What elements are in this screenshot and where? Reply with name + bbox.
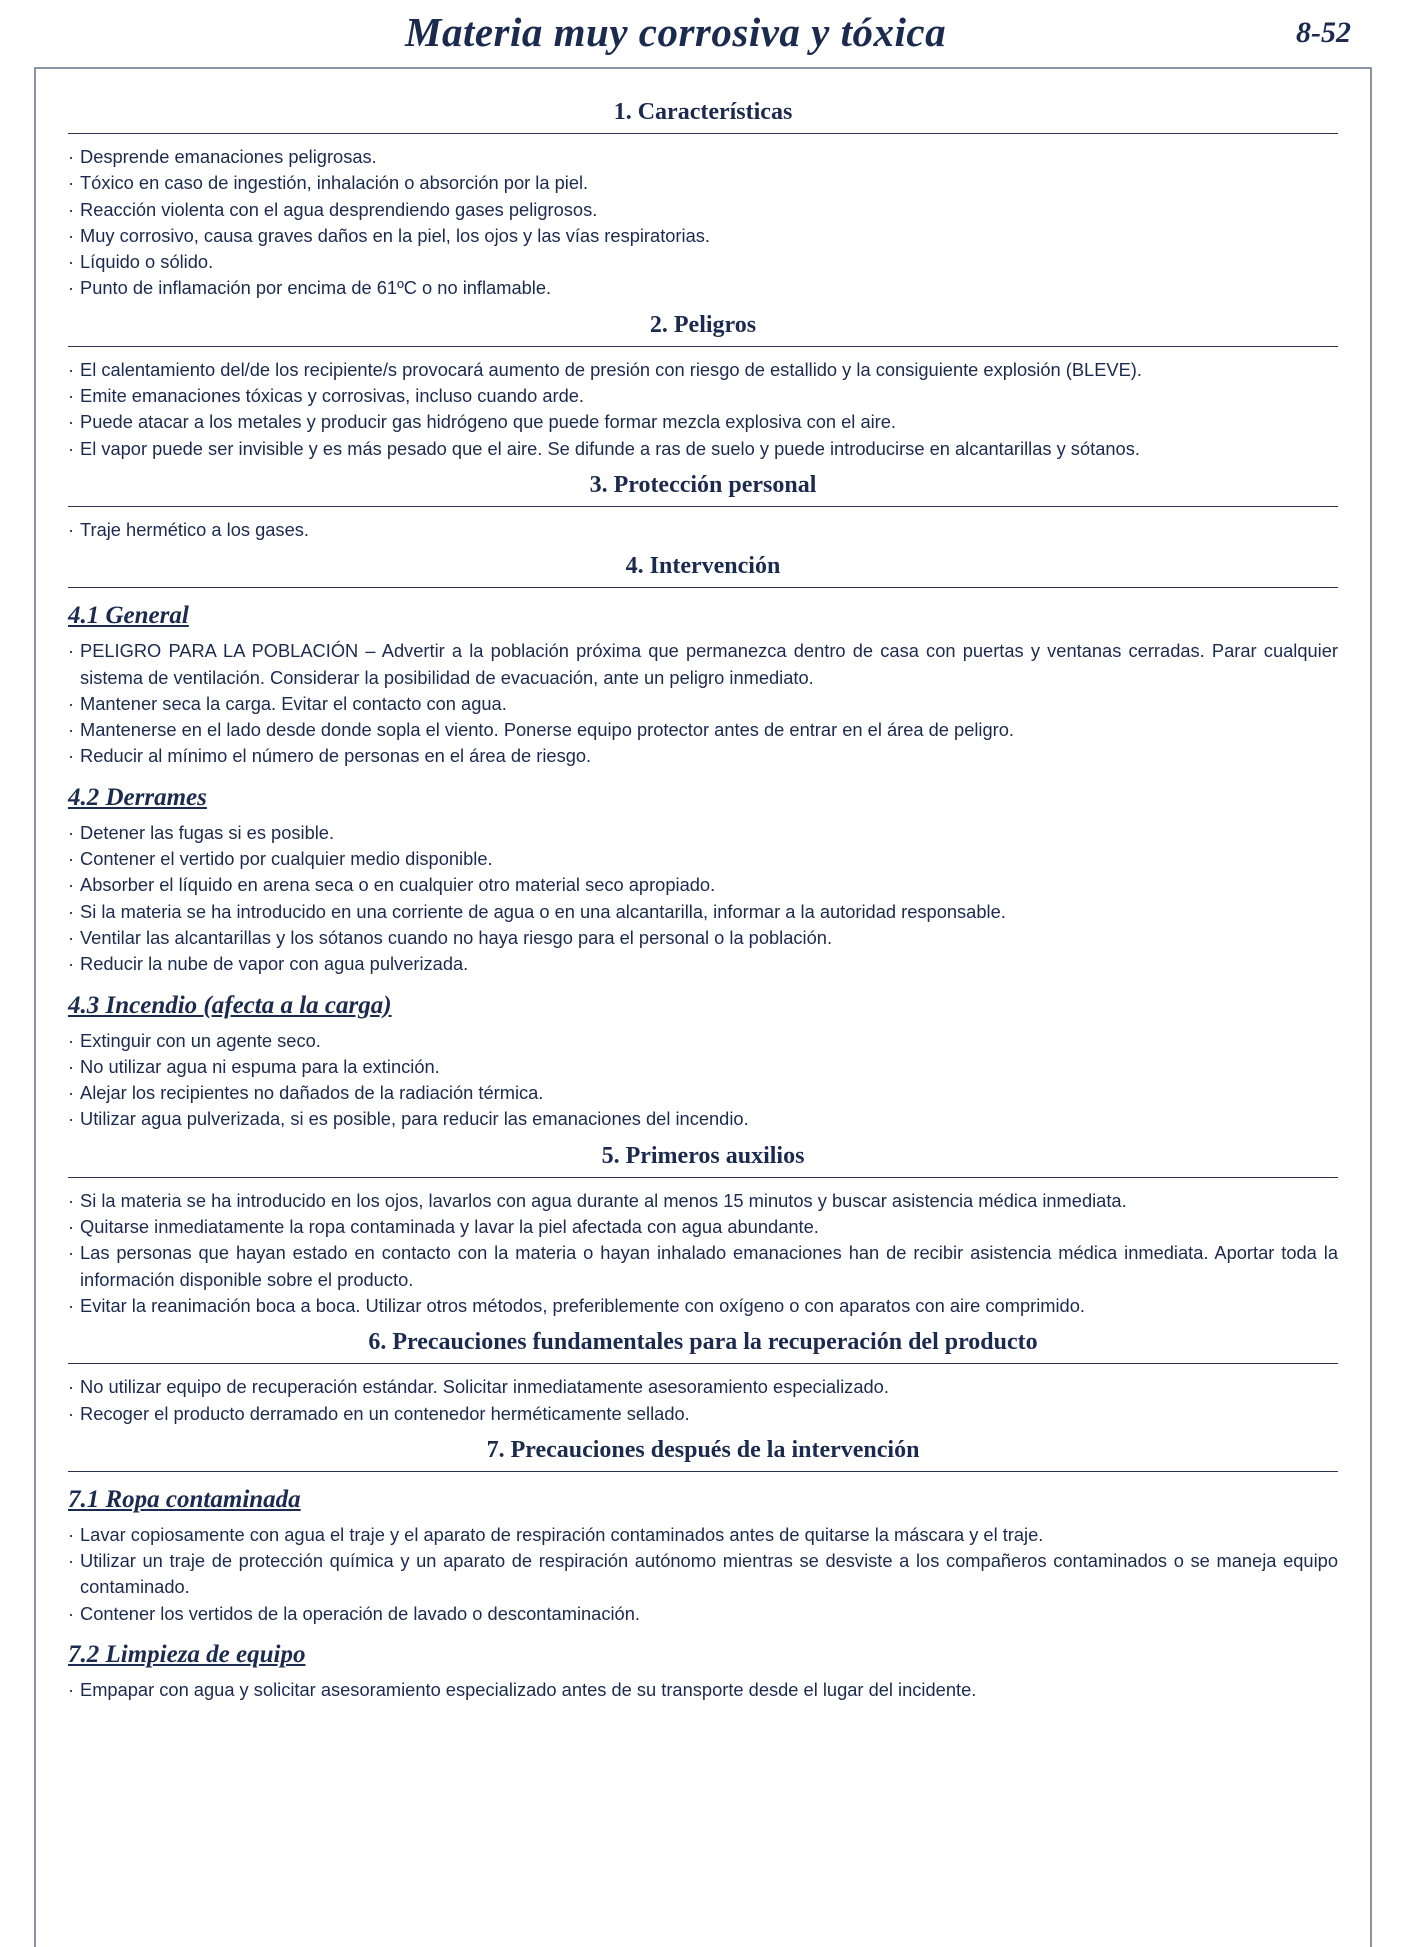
subsection-heading: 4.2 Derrames <box>68 783 207 811</box>
list-item: · Líquido o sólido. <box>68 249 1338 275</box>
list-item: · Las personas que hayan estado en contacto con la materia o hayan inhalado emanaciones han de recibir asistencia médica inmediata. Aportar toda la información disponible sobre el producto. <box>68 1240 1338 1293</box>
bullet-list <box>68 1374 1338 1427</box>
list-item: · Tóxico en caso de ingestión, inhalación o absorción por la piel. <box>68 170 1338 196</box>
list-item: · Contener el vertido por cualquier medio disponible. <box>68 846 1338 872</box>
list-item: · Emite emanaciones tóxicas y corrosivas, incluso cuando arde. <box>68 383 1338 409</box>
list-item: · Utilizar agua pulverizada, si es posible, para reducir las emanaciones del incendio. <box>68 1106 1338 1132</box>
list-item: · Utilizar un traje de protección química y un aparato de respiración autónomo mientras se desviste a los compañeros contaminados o se maneja equipo contaminado. <box>68 1548 1338 1601</box>
list-item: · Si la materia se ha introducido en los ojos, lavarlos con agua durante al menos 15 minutos y buscar asistencia médica inmediata. <box>68 1188 1338 1214</box>
list-item: · Detener las fugas si es posible. <box>68 820 1338 846</box>
list-item: · Absorber el líquido en arena seca o en cualquier otro material seco apropiado. <box>68 872 1338 898</box>
list-item: · El vapor puede ser invisible y es más pesado que el aire. Se difunde a ras de suelo y puede introducirse en alcantarillas y sótanos. <box>68 436 1338 462</box>
list-item: · Punto de inflamación por encima de 61ºC o no inflamable. <box>68 275 1338 301</box>
section-heading: 4. Intervención <box>68 551 1338 588</box>
bullet-list <box>68 144 1338 302</box>
list-item: · Alejar los recipientes no dañados de la radiación térmica. <box>68 1080 1338 1106</box>
section-4 <box>68 551 1338 1132</box>
document-body <box>68 97 1338 1711</box>
section-1 <box>68 97 1338 302</box>
bullet-list <box>68 357 1338 462</box>
list-item: · No utilizar agua ni espuma para la extinción. <box>68 1054 1338 1080</box>
bullet-list <box>68 1677 1338 1703</box>
bullet-list <box>68 638 1338 769</box>
subsection-heading: 7.1 Ropa contaminada <box>68 1485 301 1513</box>
subsection-heading: 4.1 General <box>68 602 189 630</box>
page-number: 8-52 <box>1296 16 1351 49</box>
section-6 <box>68 1327 1338 1427</box>
list-item: · PELIGRO PARA LA POBLACIÓN – Advertir a la población próxima que permanezca dentro de casa con puertas y ventanas cerradas. Parar cualquier sistema de ventilación. Considerar la posibilidad de evacuación, ante un peligro inmediato. <box>68 638 1338 691</box>
list-item: · Recoger el producto derramado en un contenedor herméticamente sellado. <box>68 1401 1338 1427</box>
list-item: · Desprende emanaciones peligrosas. <box>68 144 1338 170</box>
list-item: · Lavar copiosamente con agua el traje y el aparato de respiración contaminados antes de quitarse la máscara y el traje. <box>68 1522 1338 1548</box>
list-item: · El calentamiento del/de los recipiente/s provocará aumento de presión con riesgo de estallido y la consiguiente explosión (BLEVE). <box>68 357 1338 383</box>
section-heading: 2. Peligros <box>68 310 1338 347</box>
section-3 <box>68 470 1338 543</box>
list-item: · Ventilar las alcantarillas y los sótanos cuando no haya riesgo para el personal o la población. <box>68 925 1338 951</box>
bullet-list <box>68 1522 1338 1627</box>
list-item: · Extinguir con un agente seco. <box>68 1028 1338 1054</box>
list-item: · Contener los vertidos de la operación de lavado o descontaminación. <box>68 1601 1338 1627</box>
bullet-list <box>68 517 1338 543</box>
list-item: · Reacción violenta con el agua desprendiendo gases peligrosos. <box>68 197 1338 223</box>
section-heading: 5. Primeros auxilios <box>68 1141 1338 1178</box>
list-item: · Mantenerse en el lado desde donde sopla el viento. Ponerse equipo protector antes de entrar en el área de peligro. <box>68 717 1338 743</box>
section-heading: 1. Características <box>68 97 1338 134</box>
list-item: · Traje hermético a los gases. <box>68 517 1338 543</box>
page-title: Materia muy corrosiva y tóxica <box>405 9 947 55</box>
list-item: · Mantener seca la carga. Evitar el contacto con agua. <box>68 691 1338 717</box>
list-item: · Puede atacar a los metales y producir gas hidrógeno que puede formar mezcla explosiva con el aire. <box>68 409 1338 435</box>
list-item: · No utilizar equipo de recuperación estándar. Solicitar inmediatamente asesoramiento especializado. <box>68 1374 1338 1400</box>
section-7 <box>68 1435 1338 1703</box>
list-item: · Reducir la nube de vapor con agua pulverizada. <box>68 951 1338 977</box>
section-2 <box>68 310 1338 462</box>
list-item: · Evitar la reanimación boca a boca. Utilizar otros métodos, preferiblemente con oxígeno o con aparatos con aire comprimido. <box>68 1293 1338 1319</box>
section-heading: 6. Precauciones fundamentales para la recuperación del producto <box>68 1327 1338 1364</box>
list-item: · Reducir al mínimo el número de personas en el área de riesgo. <box>68 743 1338 769</box>
subsection-heading: 4.3 Incendio (afecta a la carga) <box>68 991 392 1019</box>
bullet-list <box>68 1188 1338 1319</box>
section-5 <box>68 1141 1338 1319</box>
list-item: · Empapar con agua y solicitar asesoramiento especializado antes de su transporte desde el lugar del incidente. <box>68 1677 1338 1703</box>
list-item: · Quitarse inmediatamente la ropa contaminada y lavar la piel afectada con agua abundante. <box>68 1214 1338 1240</box>
list-item: · Si la materia se ha introducido en una corriente de agua o en una alcantarilla, informar a la autoridad responsable. <box>68 899 1338 925</box>
bullet-list <box>68 820 1338 978</box>
list-item: · Muy corrosivo, causa graves daños en la piel, los ojos y las vías respiratorias. <box>68 223 1338 249</box>
bullet-list <box>68 1028 1338 1133</box>
section-heading: 3. Protección personal <box>68 470 1338 507</box>
section-heading: 7. Precauciones después de la intervención <box>68 1435 1338 1472</box>
subsection-heading: 7.2 Limpieza de equipo <box>68 1640 306 1668</box>
